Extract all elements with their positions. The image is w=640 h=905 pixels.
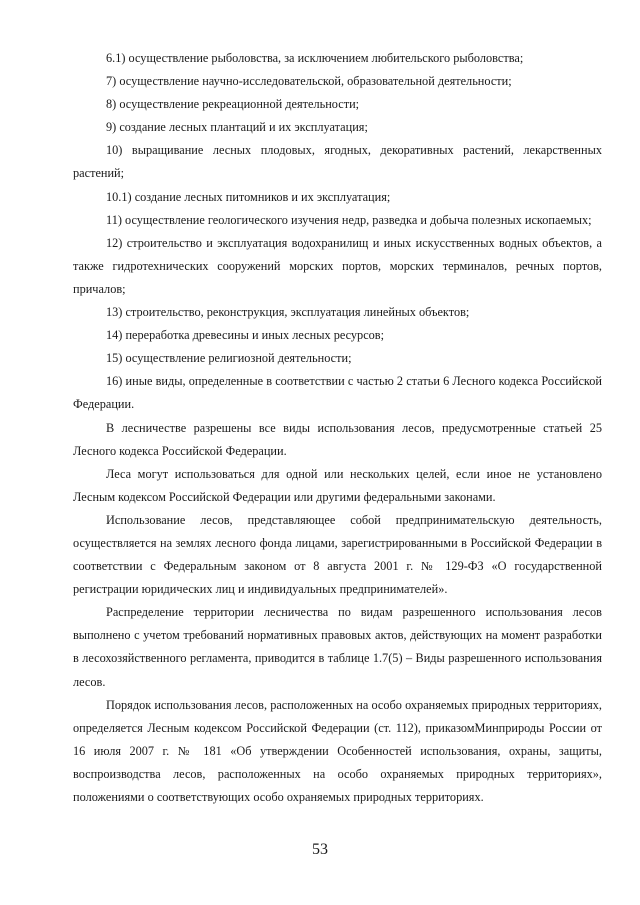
paragraph-entrepreneurial-use: Использование лесов, представляющее собой предпринимательскую деятельность, осуществляется на землях лесного фонда лицами, зарегистрированными в Российской Федерации в соответствии с Федеральным законом от 8 августа 2001 г. № 129-ФЗ «О государственной регистрации юридических лиц и индивидуальных предпринимателей». (73, 512, 602, 597)
paragraph-territory-distribution: Распределение территории лесничества по видам разрешенного использования лесов выполнено с учетом требований нормативных правовых актов, действующих на момент разработки в лесохозяйственного регламента, приводится в таблице 1.7(5) – Виды разрешенного использования лесов. (73, 605, 602, 689)
paragraph-13: 13) строительство, реконструкция, эксплуатация линейных объектов; (106, 305, 470, 320)
paragraph-6-1: 6.1) осуществление рыболовства, за исключением любительского рыболовства; (106, 51, 524, 65)
paragraph-7: 7) осуществление научно-исследовательской, образовательной деятельности; (106, 74, 512, 89)
paragraph-permitted-uses: В лесничестве разрешены все виды использования лесов, предусмотренные статьей 25 Лесного кодекса Российской Федерации. (73, 420, 602, 458)
paragraph-9: 9) создание лесных плантаций и их эксплуатация; (106, 120, 368, 135)
paragraph-14: 14) переработка древесины и иных лесных ресурсов; (106, 328, 385, 343)
paragraph-11: 11) осуществление геологического изучения недр, разведка и добыча полезных ископаемых; (106, 212, 592, 227)
paragraph-multiple-purposes: Леса могут использоваться для одной или нескольких целей, если иное не установлено Лесным кодексом Российской Федерации или другими федеральными законами. (73, 466, 602, 504)
paragraph-15: 15) осуществление религиозной деятельности; (106, 351, 352, 366)
paragraph-8: 8) осуществление рекреационной деятельности; (106, 97, 360, 112)
paragraph-10: 10) выращивание лесных плодовых, ягодных, декоративных растений, лекарственных растений; (73, 143, 602, 181)
paragraph-10-1: 10.1) создание лесных питомников и их эксплуатация; (106, 189, 391, 204)
paragraph-protected-areas: Порядок использования лесов, расположенных на особо охраняемых природных территориях, определяется Лесным кодексом Российской Федерации (ст. 112), приказомМинприроды России от 16 июля 2007 г. № 181 «Об утверждении Особенностей использования, охраны, защиты, воспроизводства лесов, расположенных на особо охраняемых природных территориях», положениями о соответствующих особо охраняемых природных территориях. (73, 697, 602, 804)
body-text (73, 47, 602, 809)
paragraph-16: 16) иные виды, определенные в соответствии с частью 2 статьи 6 Лесного кодекса Российской Федерации. (73, 374, 602, 412)
paragraph-12: 12) строительство и эксплуатация водохранилищ и иных искусственных водных объектов, а также гидротехнических сооружений морских портов, морских терминалов, речных портов, причалов; (73, 235, 602, 296)
page-number: 53 (312, 841, 328, 858)
